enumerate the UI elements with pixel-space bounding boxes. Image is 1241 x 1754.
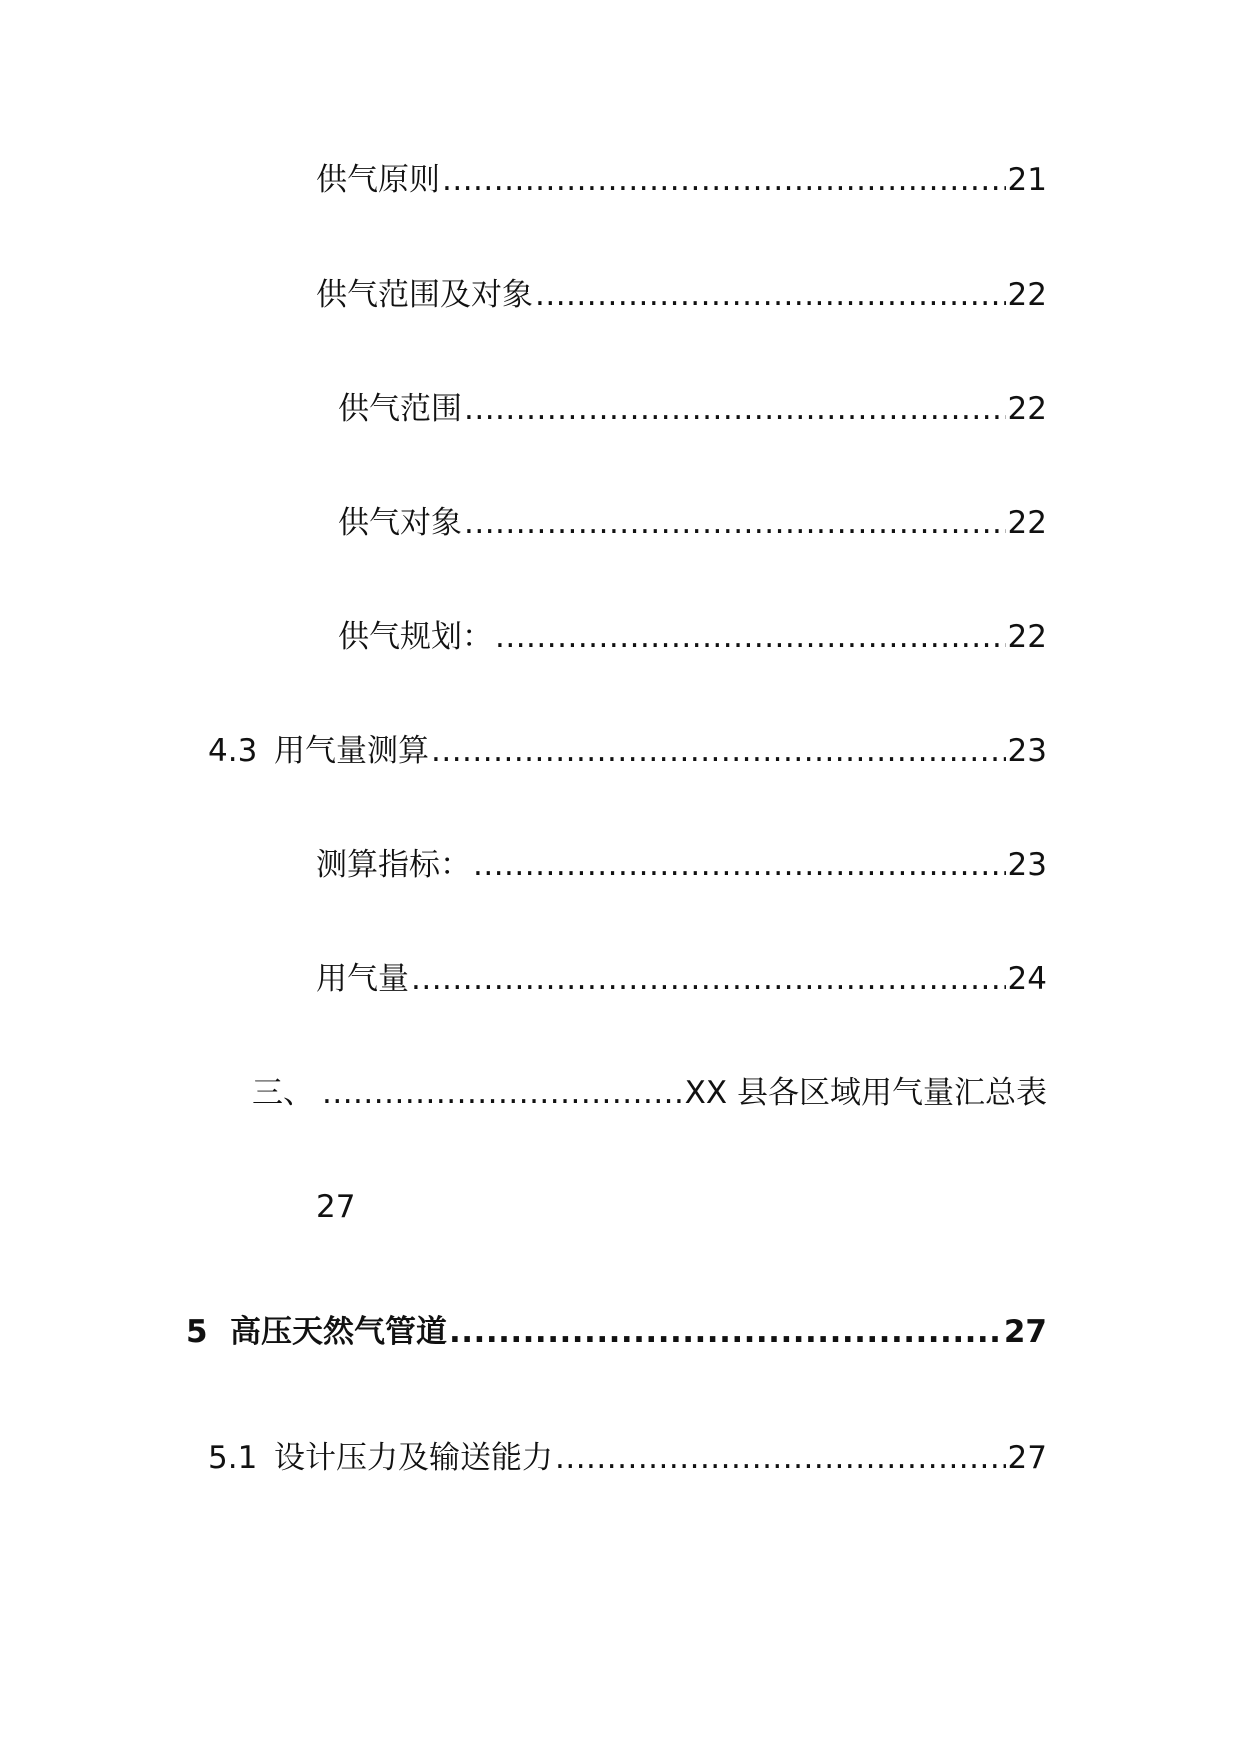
toc-entry-title: 设计压力及输送能力 [274,1440,553,1476]
toc-entry-page: 22 [1007,391,1047,427]
toc-entry[interactable] [338,387,1047,431]
toc-entry-number: 三、 [252,1075,314,1111]
toc-entry-page: 22 [1007,505,1047,541]
toc-entry[interactable] [316,273,1047,317]
toc-entry-page: 24 [1007,961,1047,997]
dot-leader [464,501,1006,545]
dot-leader [411,957,1006,1001]
toc-entry-page: 23 [1007,847,1047,883]
toc-entry-page: 23 [1007,733,1047,769]
toc-entry-page: 27 [1003,1314,1047,1350]
toc-entry[interactable] [252,1071,1047,1115]
dot-leader [464,387,1006,431]
toc-entry[interactable] [208,729,1047,773]
toc-entry-title: 用气量测算 [274,733,429,769]
toc-entry-title: 供气对象 [338,505,462,541]
dot-leader [442,158,1006,202]
toc-entry[interactable] [316,843,1047,887]
dot-leader [449,1310,1002,1354]
toc-entry[interactable] [208,1436,1047,1480]
toc-entry-page: 22 [1007,277,1047,313]
toc-entry-title: 供气范围 [338,391,462,427]
toc-entry-title: 用气量 [316,961,409,997]
toc-entry-page: 27 [1007,1440,1047,1476]
toc-entry-title: 供气规划： [338,619,493,655]
dot-leader [555,1436,1006,1480]
toc-entry-number: 5.1 [208,1440,258,1476]
dot-leader [322,1071,683,1115]
dot-leader [495,615,1006,659]
toc-entry-title: 高压天然气管道 [230,1314,447,1350]
toc-entry[interactable] [338,615,1047,659]
toc-entry-title: 测算指标： [316,847,471,883]
toc-entry[interactable] [316,957,1047,1001]
dot-leader [473,843,1006,887]
toc-entry[interactable] [186,1310,1047,1354]
dot-leader [535,273,1006,317]
toc-entry-page: 21 [1007,162,1047,198]
toc-entry-number: 4.3 [208,733,258,769]
toc-entry-title: 供气范围及对象 [316,277,533,313]
toc-entry-number: 5 [186,1314,208,1350]
toc-entry[interactable] [338,501,1047,545]
dot-leader [431,729,1006,773]
toc-entry[interactable] [316,158,1047,202]
toc-entry-title: XX 县各区域用气量汇总表 [684,1075,1047,1111]
toc-entry-page: 22 [1007,619,1047,655]
toc-entry-page[interactable]: 27 [316,1189,356,1225]
toc-entry-title: 供气原则 [316,162,440,198]
